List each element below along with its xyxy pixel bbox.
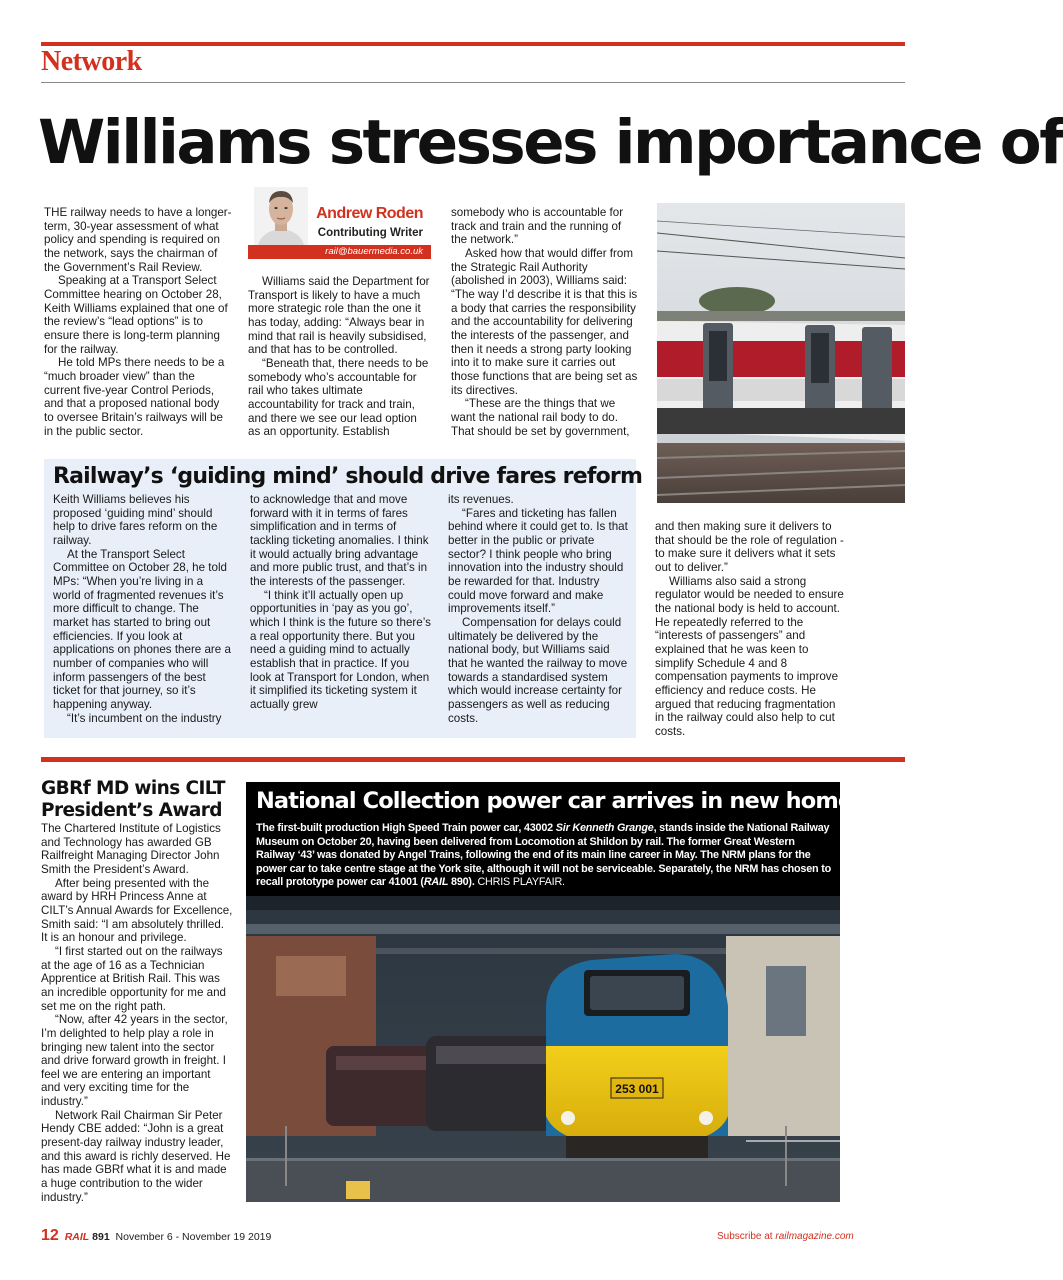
paragraph: its revenues. xyxy=(448,493,514,506)
paragraph: After being presented with the award by HRH Princess Anne at CILT’s Annual Awards for Excellence, Smith said: “I am absolutely thrilled. It is an honour and privilege. xyxy=(41,876,233,945)
magazine-name: RAIL xyxy=(64,1231,90,1243)
gbrf-headline: GBRf MD wins CILT President’s Award xyxy=(41,778,225,821)
paragraph: He told MPs there needs to be a “much broader view” than the current five-year Control Periods, and that a proposed national body to oversee Britain’s railways will be in the public sector. xyxy=(44,356,225,438)
section-label: Network xyxy=(41,46,142,77)
footer-left xyxy=(41,1227,271,1245)
national-collection-title: National Collection power car arrives in new home xyxy=(256,788,853,814)
article-column-3 xyxy=(451,206,639,438)
byline-name: Andrew Roden xyxy=(316,205,423,222)
footer-right xyxy=(717,1231,854,1242)
paragraph: Compensation for delays could ultimately be delivered by the national body, but Williams said that he wanted the railway to move towards a standardised system which would increase certainty for passengers as well as reducing costs. xyxy=(448,615,628,725)
paragraph: “These are the things that we want the national rail body to do. That should be set by government, xyxy=(451,397,630,438)
article-column-4 xyxy=(655,520,845,739)
caption-magazine-name: RAIL xyxy=(423,876,449,889)
paragraph: “Beneath that, there needs to be somebody who’s accountable for rail who takes ultimate accountability for track and train, and there we see our lead option as an opportunity. Establish xyxy=(248,356,429,439)
byline-role: Contributing Writer xyxy=(317,227,423,239)
paragraph: “It’s incumbent on the industry xyxy=(67,711,222,725)
byline xyxy=(248,187,431,259)
paragraph: to acknowledge that and move forward with it in terms of fares simplification and in terms of tackling ticketing anomalies. I think it would actually bring advantage and more public trust, and that’s in the interests of the passenger. xyxy=(250,493,429,588)
issue-number: 891 xyxy=(92,1231,110,1243)
article-column-1 xyxy=(44,206,232,438)
national-collection-feature xyxy=(246,782,853,1202)
paragraph: Network Rail Chairman Sir Peter Hendy CBE added: “John is a great present-day railway industry leader, and this award is richly deserved. He has made GBRf what it is and made a huge contribution to the wider industry.” xyxy=(41,1108,231,1204)
caption-text: 890). xyxy=(448,876,475,889)
top-rule xyxy=(41,42,905,46)
sidebar-column-3 xyxy=(448,493,630,725)
gbrf-body xyxy=(41,822,233,1204)
paragraph: Speaking at a Transport Select Committee hearing on October 28, Keith Williams explained that one of the review’s “lead options” is to ensure there is long-term planning for the railway. xyxy=(44,274,228,356)
power-car-photo xyxy=(246,896,840,1202)
story-divider xyxy=(41,757,905,762)
byline-email[interactable]: rail@bauermedia.co.uk xyxy=(325,246,423,257)
page-number: 12 xyxy=(41,1227,59,1244)
paragraph: “Now, after 42 years in the sector, I’m delighted to help play a role in bringing new talent into the sector and drive forward growth in freight. I feel we are entering an important and very exciting time for the industry.” xyxy=(41,1013,228,1109)
paragraph: “Fares and ticketing has fallen behind where it could get to. Is that better in the public or private sector? I think people who bring innovation into the industry should be rewarded for that. Industry could move forward and make improvements itself.” xyxy=(448,506,628,616)
section-divider xyxy=(41,82,905,83)
power-car-image xyxy=(246,896,840,1202)
issue-dates: November 6 - November 19 2019 xyxy=(115,1231,272,1243)
sidebar-title: Railway’s ‘guiding mind’ should drive fares reform xyxy=(53,464,643,489)
caption-text: , stands inside the National Railway Museum on October 20, having been delivered from Locomotion at Shildon by rail. The former Great Western Railway ‘43’ was donated by Angel Trains, following the end of its main line career in May. The NRM plans for the power car to take centre stage at the York site, although it will not be serviceable. Separately, the NRM has chosen to recall prototype power car 41001 ( xyxy=(256,822,831,889)
paragraph: “I first started out on the railways at the age of 16 as a Technician Apprentice at British Rail. This was an incredible opportunity for me and set me on the right path. xyxy=(41,944,226,1013)
train-photo-image xyxy=(657,203,905,503)
paragraph: THE railway needs to have a longer-term, 30-year assessment of what policy and spending is required on the network, says the chairman of the Government’s Rail Review. xyxy=(44,206,232,274)
photo-caption xyxy=(256,822,834,890)
paragraph: Williams also said a strong regulator would be needed to ensure the national body is held to account. He repeatedly referred to the “interests of passengers” and explained that he was keen to simplify Schedule 4 and 8 compensation payments to improve efficiency and reduce costs. He argued that reducing fragmentation in the railway could also help to cut costs. xyxy=(655,574,844,738)
site-link[interactable]: railmagazine.com xyxy=(775,1231,854,1242)
sidebar-column-2 xyxy=(250,493,432,712)
paragraph: “I think it’ll actually open up opportunities in ‘pay as you go’, which I think is the future so there’s a real opportunity there. But you need a guiding mind to actually establish that in practice. If you look at Transport for London, when it simplified its ticketing system it actually grew xyxy=(250,588,431,711)
author-photo xyxy=(254,187,308,245)
headline: Williams stresses importance of xyxy=(38,107,1063,178)
caption-loco-name: Sir Kenneth Grange xyxy=(555,822,654,834)
paragraph: At the Transport Select Committee on October 28, he told MPs: “When you’re living in a world of fragmented revenues it’s more difficult to change. The market has started to bring out efficiencies. If you look at applications on phones there are a number of companies who will inform passengers of the best ticket for that journey, so it’s happening anyway. xyxy=(53,547,231,711)
paragraph: somebody who is accountable for track and train and the running of the network.” xyxy=(451,206,624,247)
sidebar-column-1 xyxy=(53,493,233,725)
paragraph: Williams said the Department for Transport is likely to have a much more strategic role than the one it has today, adding: “Always bear in mind that rail is heavily subsidised, and that has to be controlled. xyxy=(248,275,430,357)
caption-text: The first-built production High Speed Train power car, 43002 xyxy=(256,822,556,834)
subscribe-label: Subscribe at xyxy=(717,1231,776,1242)
loco-number: 253 001 xyxy=(615,1082,659,1096)
paragraph: and then making sure it delivers to that should be the role of regulation - to make sure it delivers what it sets out to deliver.” xyxy=(655,520,844,574)
paragraph: Asked how that would differ from the Strategic Rail Authority (abolished in 2003), Williams said: “The way I’d describe it is that this is a body that carries the responsibility and the accountability for delivering the interests of the passenger, and then it needs a strong party looking into it to make sure it carries out those functions that are being set as its directives. xyxy=(451,246,638,397)
paragraph: The Chartered Institute of Logistics and Technology has awarded GB Railfreight Managing Director John Smith the President’s Award. xyxy=(41,822,221,876)
paragraph: Keith Williams believes his proposed ‘guiding mind’ should help to drive fares reform on the railway. xyxy=(53,493,218,547)
article-column-2 xyxy=(248,275,432,439)
photo-credit: CHRIS PLAYFAIR. xyxy=(477,876,565,889)
train-photo xyxy=(657,203,905,503)
